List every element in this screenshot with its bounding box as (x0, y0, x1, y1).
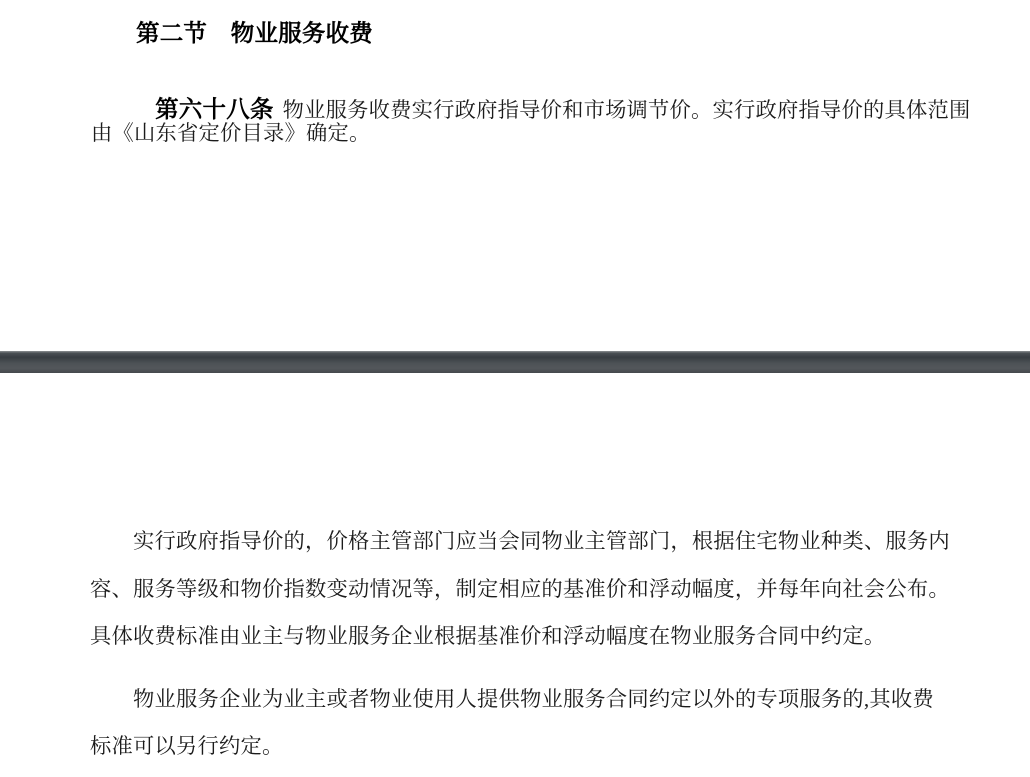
paragraph3-line-2: 标准可以另行约定。 (90, 734, 284, 758)
paragraph3-line-1: 物业服务企业为业主或者物业使用人提供物业服务合同约定以外的专项服务的,其收费 (133, 687, 934, 711)
paragraph2-line-1: 实行政府指导价的，价格主管部门应当会同物业主管部门，根据住宅物业种类、服务内 (133, 529, 950, 553)
article-line-1-text: 物业服务收费实行政府指导价和市场调节价。实行政府指导价的具体范围 (282, 98, 971, 123)
paragraph2-line-2: 容、服务等级和物价指数变动情况等，制定相应的基准价和浮动幅度，并每年向社会公布。 (90, 577, 950, 601)
page-separator (0, 351, 1030, 373)
paragraph2-line-3: 具体收费标准由业主与物业服务企业根据基准价和浮动幅度在物业服务合同中约定。 (90, 624, 886, 648)
article-line-2: 由《山东省定价目录》确定。 (91, 121, 371, 145)
section-heading: 第二节 物业服务收费 (136, 21, 373, 47)
article-number-label: 第六十八条 (155, 97, 274, 124)
